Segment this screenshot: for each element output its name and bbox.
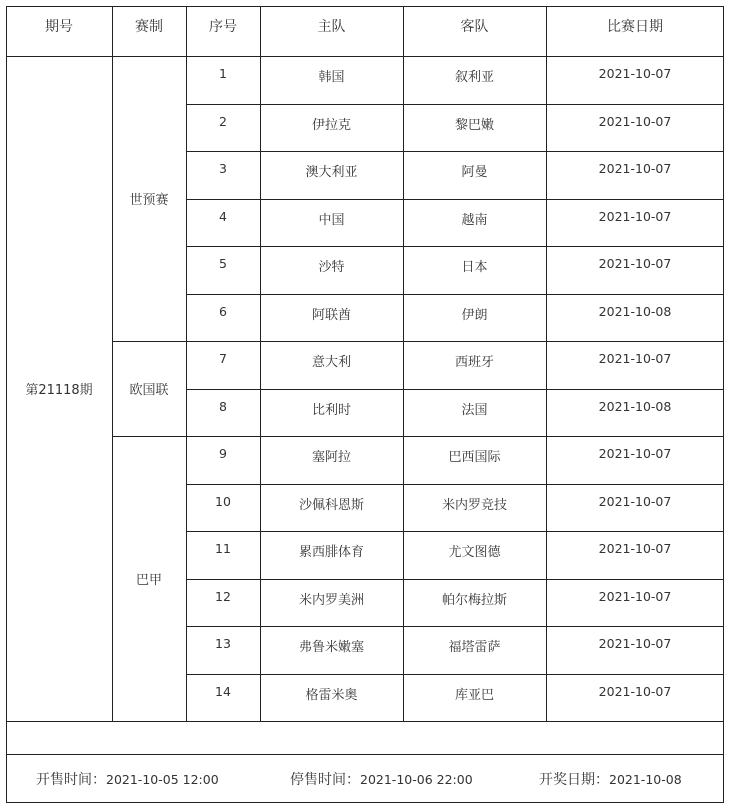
match-no: 10 bbox=[215, 493, 231, 509]
away-team: 日本 bbox=[461, 260, 488, 275]
match-no: 9 bbox=[219, 446, 227, 461]
match-date: 2021-10-07 bbox=[598, 113, 672, 129]
home-team: 伊拉克 bbox=[311, 117, 351, 133]
home-team: 韩国 bbox=[318, 70, 345, 85]
match-date: 2021-10-07 bbox=[598, 683, 672, 699]
sale-start bbox=[36, 769, 219, 789]
match-type-1: 世预赛 bbox=[129, 193, 169, 208]
sale-stop-label: 停售时间： bbox=[290, 772, 360, 788]
match-no: 11 bbox=[215, 541, 231, 556]
match-no: 2 bbox=[219, 113, 227, 129]
match-date: 2021-10-07 bbox=[598, 66, 672, 81]
match-date: 2021-10-07 bbox=[598, 208, 672, 224]
header-home: 主队 bbox=[317, 19, 346, 35]
col-divider-header-4 bbox=[403, 6, 404, 56]
match-date: 2021-10-08 bbox=[598, 398, 672, 414]
away-team: 尤文图德 bbox=[448, 545, 501, 560]
match-date: 2021-10-07 bbox=[598, 256, 672, 271]
match-date: 2021-10-07 bbox=[598, 636, 672, 651]
header-date: 比赛日期 bbox=[607, 19, 663, 35]
away-team: 黎巴嫩 bbox=[454, 117, 494, 133]
col-divider-header-2 bbox=[186, 6, 187, 56]
match-no: 1 bbox=[219, 66, 227, 81]
home-team: 澳大利亚 bbox=[305, 165, 358, 180]
match-no: 13 bbox=[215, 636, 231, 651]
away-team: 越南 bbox=[461, 212, 488, 228]
draw-date-value: 2021-10-08 bbox=[609, 772, 682, 787]
match-date: 2021-10-07 bbox=[598, 493, 672, 509]
match-date: 2021-10-07 bbox=[598, 541, 672, 556]
match-date: 2021-10-07 bbox=[598, 161, 672, 176]
match-no: 3 bbox=[219, 161, 227, 176]
match-no: 7 bbox=[219, 351, 227, 366]
match-no: 14 bbox=[215, 683, 231, 699]
match-no: 4 bbox=[219, 208, 227, 224]
away-team: 阿曼 bbox=[461, 165, 488, 180]
home-team: 格雷米奥 bbox=[305, 687, 358, 703]
away-team: 库亚巴 bbox=[454, 687, 494, 703]
home-team: 比利时 bbox=[311, 402, 351, 418]
sale-start-label: 开售时间： bbox=[36, 772, 106, 788]
away-team: 法国 bbox=[461, 402, 488, 418]
draw-date-label: 开奖日期： bbox=[539, 772, 609, 788]
home-team: 累西腓体育 bbox=[298, 545, 364, 560]
home-team: 米内罗美洲 bbox=[298, 592, 364, 608]
header-away: 客队 bbox=[460, 19, 489, 35]
home-team: 塞阿拉 bbox=[311, 450, 351, 465]
away-team: 福塔雷萨 bbox=[448, 640, 501, 655]
sale-start-value: 2021-10-05 12:00 bbox=[106, 772, 219, 787]
lottery-schedule-table bbox=[6, 6, 724, 802]
header-type: 赛制 bbox=[135, 19, 163, 35]
match-no: 12 bbox=[215, 588, 231, 604]
away-team: 伊朗 bbox=[461, 307, 488, 323]
sale-info-footer bbox=[6, 764, 724, 794]
match-date: 2021-10-07 bbox=[598, 588, 672, 604]
header-no: 序号 bbox=[209, 19, 237, 35]
match-type-2: 欧国联 bbox=[129, 383, 169, 398]
draw-date bbox=[539, 769, 682, 789]
away-team: 西班牙 bbox=[454, 355, 494, 370]
sale-stop-value: 2021-10-06 22:00 bbox=[360, 772, 473, 787]
match-no: 8 bbox=[219, 398, 227, 414]
home-team: 沙佩科恩斯 bbox=[298, 497, 364, 513]
table-bottom-divider bbox=[6, 721, 724, 722]
away-team: 叙利亚 bbox=[454, 70, 494, 85]
sale-stop bbox=[290, 769, 473, 789]
match-type-3: 巴甲 bbox=[135, 573, 162, 588]
away-team: 米内罗竞技 bbox=[441, 497, 507, 513]
match-date: 2021-10-08 bbox=[598, 303, 672, 319]
match-no: 6 bbox=[219, 303, 227, 319]
blank-row-divider bbox=[6, 754, 724, 755]
match-date: 2021-10-07 bbox=[598, 446, 672, 461]
col-divider-header-5 bbox=[546, 6, 547, 56]
home-team: 意大利 bbox=[311, 355, 351, 370]
match-date: 2021-10-07 bbox=[598, 351, 672, 366]
home-team: 中国 bbox=[318, 212, 345, 228]
away-team: 帕尔梅拉斯 bbox=[441, 592, 507, 608]
home-team: 沙特 bbox=[318, 260, 345, 275]
header-issue: 期号 bbox=[45, 19, 73, 35]
issue-number: 第21118期 bbox=[25, 383, 93, 398]
col-divider-header-3 bbox=[260, 6, 261, 56]
col-divider-header-1 bbox=[112, 6, 113, 56]
home-team: 弗鲁米嫩塞 bbox=[298, 640, 364, 655]
match-no: 5 bbox=[219, 256, 227, 271]
border-bottom bbox=[6, 802, 724, 803]
home-team: 阿联酋 bbox=[311, 307, 351, 323]
away-team: 巴西国际 bbox=[448, 450, 501, 465]
